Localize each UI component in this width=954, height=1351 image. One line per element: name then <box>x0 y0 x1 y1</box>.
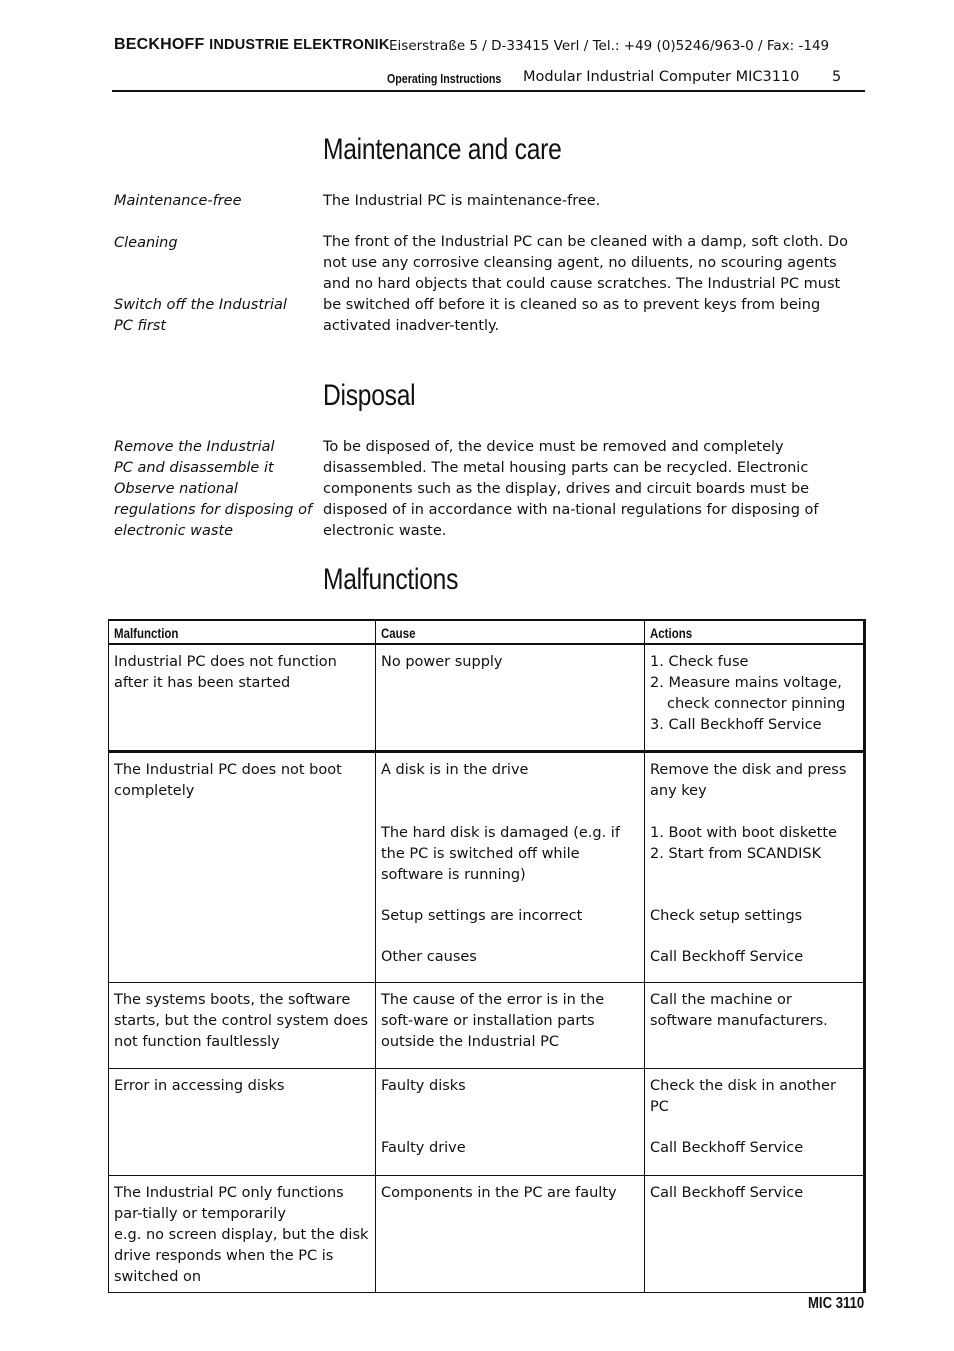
cause-cell: No power supply <box>376 644 645 751</box>
cause-cell: The cause of the error is in the soft-ware or installation parts outside the Industrial PC <box>376 982 645 1068</box>
table-row <box>109 644 865 751</box>
heading-disposal: Disposal <box>323 379 416 412</box>
side-note-switch-off: Switch off the Industrial PC first <box>114 297 287 334</box>
malfunction-cell: Industrial PC does not function after it has been started <box>109 644 376 751</box>
malfunction-example: e.g. no screen display, but the disk drive responds when the PC is switched on <box>114 1226 369 1285</box>
action-item: 1. Boot with boot diskette <box>650 824 837 841</box>
action-item: 1. Check fuse <box>650 654 749 670</box>
cause-item: Other causes <box>381 948 477 965</box>
action-item: Call Beckhoff Service <box>650 1139 804 1156</box>
header-doc-type: Operating Instructions <box>387 71 502 86</box>
col-header-cause: Cause <box>376 620 645 644</box>
action-item: 2. Start from SCANDISK <box>650 845 822 862</box>
action-item: 3. Call Beckhoff Service <box>650 717 822 733</box>
text-cleaning: The front of the Industrial PC can be cleaned with a damp, soft cloth. Do not use any corrosive cleansing agent, no diluents, no scouring agents and no hard objects that could cause scratches. The Industrial PC must be switched off before it is cleaned so as to prevent keys from being activated inadver-tently. <box>323 234 848 334</box>
brand-beckhoff: BECKHOFF <box>114 36 205 53</box>
side-note-observe: Observe national regulations for disposing of electronic waste <box>114 481 313 539</box>
cause-item: Setup settings are incorrect <box>381 907 583 924</box>
cause-cell <box>376 751 645 982</box>
header-divider <box>112 90 865 92</box>
col-header-malfunction: Malfunction <box>109 620 376 644</box>
action-item: Call Beckhoff Service <box>650 948 804 965</box>
cause-item: Faulty drive <box>381 1139 466 1156</box>
text-disposal: To be disposed of, the device must be removed and completely disassembled. The metal housing parts can be recycled. Electronic components such as the display, drives and circuit boards must be disposed of in accordance with na-tional regulations for disposing of electronic waste. <box>323 439 819 539</box>
header-brand <box>114 36 390 54</box>
side-note-maintenance-free: Maintenance-free <box>114 193 242 209</box>
heading-malfunctions: Malfunctions <box>323 563 459 596</box>
actions-cell: Call the machine or software manufacturers. <box>645 982 865 1068</box>
actions-cell: Call Beckhoff Service <box>645 1175 865 1292</box>
table-row <box>109 1175 865 1292</box>
brand-industrie-elektronik: INDUSTRIE ELEKTRONIK <box>209 37 390 53</box>
action-item: 2. Measure mains voltage, check connector pinning <box>650 675 846 712</box>
cause-item: Faulty disks <box>381 1077 466 1094</box>
malfunction-cell: Error in accessing disks <box>109 1068 376 1175</box>
text-maintenance-free: The Industrial PC is maintenance-free. <box>323 193 601 209</box>
table-row <box>109 1068 865 1175</box>
cause-item: A disk is in the drive <box>381 761 529 778</box>
actions-cell <box>645 751 865 982</box>
footer-label: MIC 3110 <box>808 1295 865 1312</box>
cause-cell: Components in the PC are faulty <box>376 1175 645 1292</box>
table-row <box>109 751 865 982</box>
malfunctions-table <box>108 619 866 1293</box>
cause-cell <box>376 1068 645 1175</box>
malfunction-cell: The Industrial PC does not boot completely <box>109 751 376 982</box>
heading-maintenance: Maintenance and care <box>323 133 562 166</box>
table-row <box>109 982 865 1068</box>
malfunction-item: The Industrial PC only functions par-tially or temporarily <box>114 1184 344 1222</box>
col-header-actions: Actions <box>645 620 865 644</box>
malfunction-cell <box>109 1175 376 1292</box>
action-item: Remove the disk and press any key <box>650 761 847 799</box>
table-header-row <box>109 620 865 644</box>
page-number: 5 <box>832 69 842 85</box>
header-model: Modular Industrial Computer MIC3110 <box>523 69 800 85</box>
action-item: Check setup settings <box>650 907 803 924</box>
side-note-remove: Remove the Industrial PC and disassemble it <box>114 439 275 476</box>
action-item: Check the disk in another PC <box>650 1077 836 1115</box>
actions-cell <box>645 1068 865 1175</box>
actions-cell <box>645 644 865 751</box>
malfunction-cell: The systems boots, the software starts, but the control system does not function faultlessly <box>109 982 376 1068</box>
cause-item: The hard disk is damaged (e.g. if the PC is switched off while software is running) <box>381 824 620 883</box>
header-address: Eiserstraße 5 / D-33415 Verl / Tel.: +49 (0)5246/963-0 / Fax: -149 <box>389 38 830 54</box>
side-note-cleaning: Cleaning <box>114 235 178 251</box>
